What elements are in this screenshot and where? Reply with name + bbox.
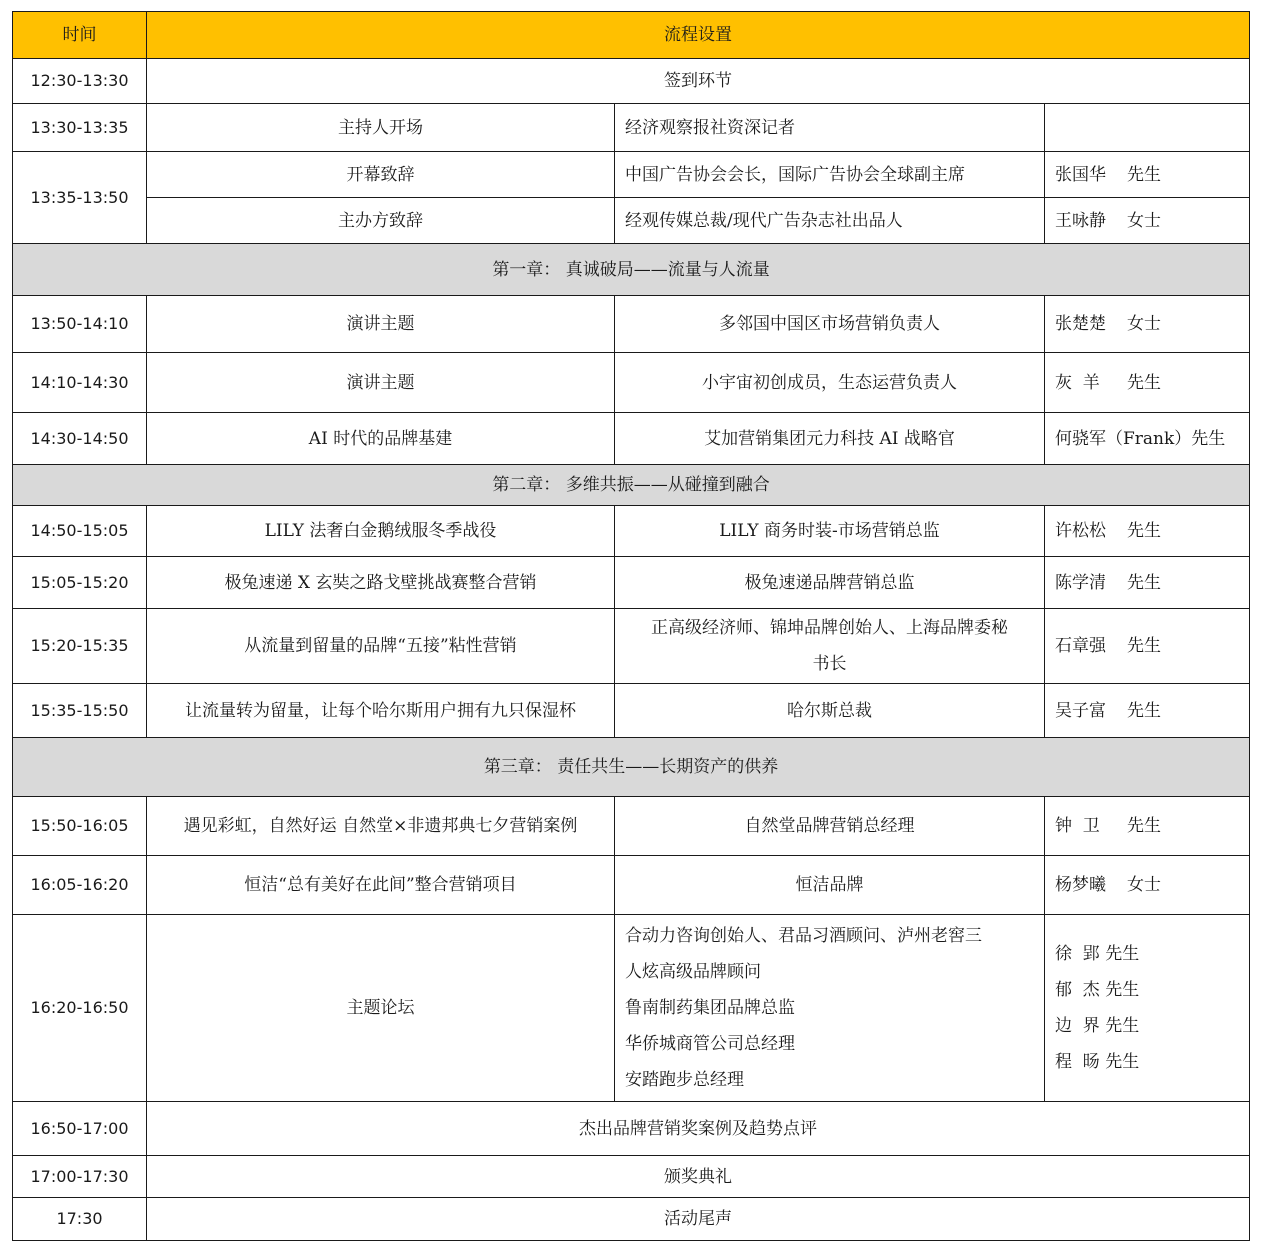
time-cell: 17:30 <box>13 1198 147 1241</box>
name-text: 张楚楚 <box>1055 314 1106 334</box>
role-line: 合动力咨询创始人、君品习酒顾问、泸州老窖三 <box>625 926 982 946</box>
table-row <box>13 506 1250 557</box>
speaker-role: 极兔速递品牌营销总监 <box>615 557 1045 609</box>
speaker-name <box>1045 198 1250 244</box>
honorific: 女士 <box>1127 875 1161 895</box>
agenda-table <box>12 11 1250 1241</box>
role-line: 安踏跑步总经理 <box>625 1070 744 1090</box>
name-text: 杨梦曦 <box>1055 875 1106 895</box>
speaker-name <box>1045 684 1250 738</box>
table-row <box>13 413 1250 465</box>
table-row <box>13 797 1250 856</box>
name-text: 王咏静 <box>1055 210 1106 231</box>
header-program: 流程设置 <box>147 12 1250 59</box>
speaker-name <box>1045 856 1250 915</box>
table-row <box>13 59 1250 104</box>
speaker-role: 经观传媒总裁/现代广告杂志社出品人 <box>615 198 1045 244</box>
speaker-name <box>1045 296 1250 353</box>
name-text: 张国华 <box>1055 164 1106 185</box>
time-cell: 15:50-16:05 <box>13 797 147 856</box>
time-cell: 12:30-13:30 <box>13 59 147 104</box>
session-title: 遇见彩虹，自然好运 自然堂×非遗邦典七夕营销案例 <box>147 797 615 856</box>
speaker-role: 自然堂品牌营销总经理 <box>615 797 1045 856</box>
time-cell: 14:30-14:50 <box>13 413 147 465</box>
session-title: 开幕致辞 <box>147 152 615 198</box>
table-row <box>13 296 1250 353</box>
speaker-name <box>1045 152 1250 198</box>
name-text: 许松松 <box>1055 521 1106 541</box>
time-cell: 15:05-15:20 <box>13 557 147 609</box>
name-text: 灰 羊 <box>1055 372 1100 393</box>
session-title: 让流量转为留量，让每个哈尔斯用户拥有九只保湿杯 <box>147 684 615 738</box>
chapter-title: 第二章： 多维共振——从碰撞到融合 <box>13 465 1250 506</box>
honorific: 女士 <box>1127 314 1161 334</box>
speaker-role: 小宇宙初创成员，生态运营负责人 <box>615 353 1045 413</box>
speaker-name <box>1045 797 1250 856</box>
table-row <box>13 152 1250 198</box>
speaker-name: 何骁军（Frank）先生 <box>1045 413 1250 465</box>
time-cell: 13:30-13:35 <box>13 104 147 152</box>
table-row <box>13 198 1250 244</box>
speaker-name <box>1045 506 1250 557</box>
session-title: LILY 法奢白金鹅绒服冬季战役 <box>147 506 615 557</box>
chapter-row <box>13 244 1250 296</box>
time-cell: 15:35-15:50 <box>13 684 147 738</box>
honorific: 先生 <box>1127 636 1161 656</box>
speaker-name <box>1045 609 1250 684</box>
table-row <box>13 353 1250 413</box>
role-line: 书长 <box>812 654 847 674</box>
session-title: 极兔速递 X 玄奘之路戈壁挑战赛整合营销 <box>147 557 615 609</box>
speaker-role: 哈尔斯总裁 <box>615 684 1045 738</box>
honorific: 先生 <box>1127 372 1161 393</box>
honorific: 先生 <box>1127 164 1161 185</box>
name-line: 程 旸 先生 <box>1055 1052 1140 1072</box>
table-row <box>13 104 1250 152</box>
speaker-name <box>1045 353 1250 413</box>
chapter-row <box>13 738 1250 797</box>
role-line: 华侨城商管公司总经理 <box>625 1034 795 1054</box>
session-title: 演讲主题 <box>147 296 615 353</box>
session-title: 恒洁“总有美好在此间”整合营销项目 <box>147 856 615 915</box>
speaker-role: 中国广告协会会长，国际广告协会全球副主席 <box>615 152 1045 198</box>
table-row <box>13 1102 1250 1156</box>
speaker-role: 艾加营销集团元力科技 AI 战略官 <box>615 413 1045 465</box>
name-text: 钟 卫 <box>1055 816 1100 836</box>
honorific: 先生 <box>1127 572 1161 593</box>
time-cell: 16:05-16:20 <box>13 856 147 915</box>
session-title: 演讲主题 <box>147 353 615 413</box>
honorific: 女士 <box>1127 210 1161 231</box>
speaker-name <box>1045 557 1250 609</box>
table-row <box>13 557 1250 609</box>
session-title: 签到环节 <box>147 59 1250 104</box>
time-cell: 14:10-14:30 <box>13 353 147 413</box>
session-title: AI 时代的品牌基建 <box>147 413 615 465</box>
time-cell: 16:50-17:00 <box>13 1102 147 1156</box>
session-title: 主题论坛 <box>147 915 615 1102</box>
table-row <box>13 609 1250 684</box>
time-cell: 13:50-14:10 <box>13 296 147 353</box>
name-line: 郁 杰 先生 <box>1055 980 1140 1000</box>
time-cell: 13:35-13:50 <box>13 152 147 244</box>
chapter-title: 第三章： 责任共生——长期资产的供养 <box>13 738 1250 797</box>
time-cell: 14:50-15:05 <box>13 506 147 557</box>
honorific: 先生 <box>1127 521 1161 541</box>
chapter-row <box>13 465 1250 506</box>
speaker-role: 经济观察报社资深记者 <box>615 104 1045 152</box>
header-row <box>13 12 1250 59</box>
name-line: 徐 郢 先生 <box>1055 944 1140 964</box>
time-cell: 17:00-17:30 <box>13 1156 147 1198</box>
time-cell: 15:20-15:35 <box>13 609 147 684</box>
session-title: 主持人开场 <box>147 104 615 152</box>
session-title: 主办方致辞 <box>147 198 615 244</box>
table-row <box>13 1156 1250 1198</box>
name-text: 石章强 <box>1055 636 1106 656</box>
role-line: 鲁南制药集团品牌总监 <box>625 998 795 1018</box>
header-time: 时间 <box>13 12 147 59</box>
speaker-role: 恒洁品牌 <box>615 856 1045 915</box>
speaker-role <box>615 609 1045 684</box>
honorific: 先生 <box>1127 700 1161 721</box>
session-title: 活动尾声 <box>147 1198 1250 1241</box>
speaker-role: 多邻国中国区市场营销负责人 <box>615 296 1045 353</box>
session-title: 从流量到留量的品牌“五接”粘性营销 <box>147 609 615 684</box>
session-title: 颁奖典礼 <box>147 1156 1250 1198</box>
table-row <box>13 915 1250 1102</box>
speaker-role <box>615 915 1045 1102</box>
table-row <box>13 856 1250 915</box>
role-line: 人炫高级品牌顾问 <box>625 962 761 982</box>
session-title: 杰出品牌营销奖案例及趋势点评 <box>147 1102 1250 1156</box>
speaker-name <box>1045 104 1250 152</box>
role-line: 正高级经济师、锦坤品牌创始人、上海品牌委秘 <box>651 618 1008 638</box>
table-row <box>13 1198 1250 1241</box>
name-line: 边 界 先生 <box>1055 1016 1140 1036</box>
chapter-title: 第一章： 真诚破局——流量与人流量 <box>13 244 1250 296</box>
honorific: 先生 <box>1127 816 1161 836</box>
name-text: 吴子富 <box>1055 700 1106 721</box>
speaker-name <box>1045 915 1250 1102</box>
speaker-role: LILY 商务时装-市场营销总监 <box>615 506 1045 557</box>
name-text: 陈学清 <box>1055 572 1106 593</box>
time-cell: 16:20-16:50 <box>13 915 147 1102</box>
table-row <box>13 684 1250 738</box>
